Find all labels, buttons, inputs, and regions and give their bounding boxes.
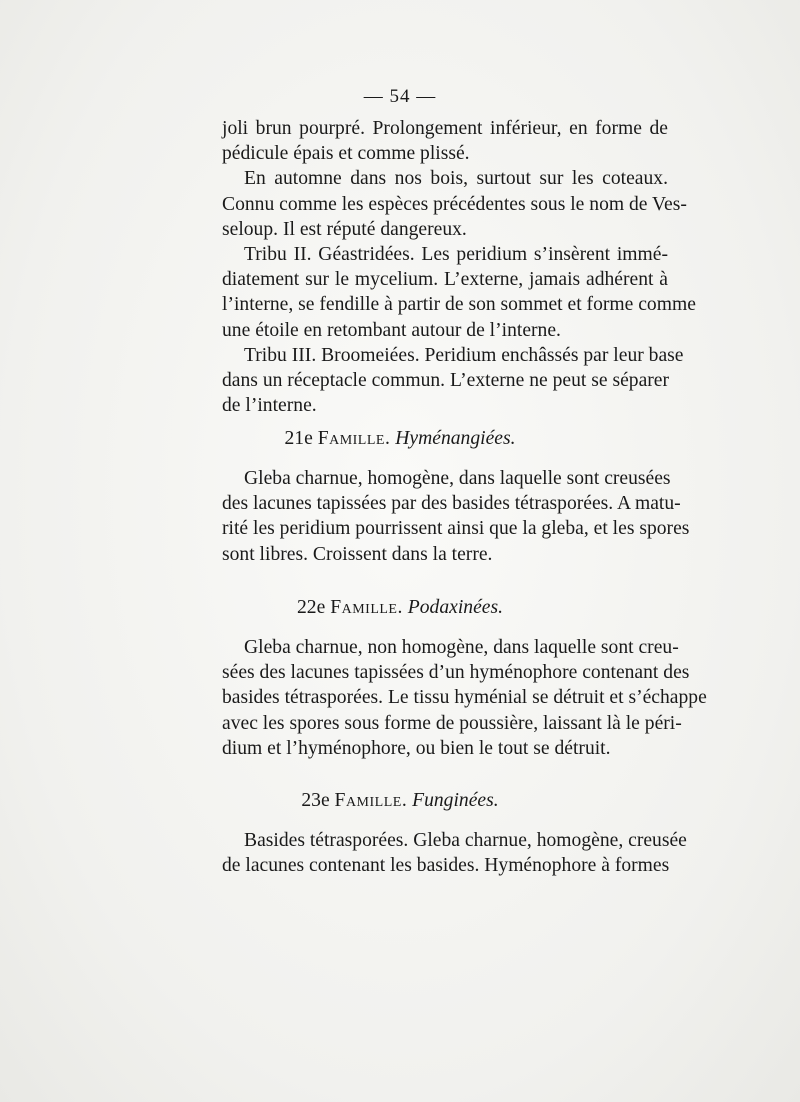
paragraph-block-3 bbox=[222, 635, 707, 761]
text-line: dium et l’hyménophore, ou bien le tout se détruit. bbox=[222, 737, 611, 759]
text-line: En automne dans nos bois, surtout sur les coteaux. bbox=[244, 168, 668, 190]
page-number: — 54 — bbox=[363, 86, 437, 107]
family-label: Famille. bbox=[317, 428, 391, 449]
family-heading-22 bbox=[0, 597, 800, 619]
family-label: Famille. bbox=[330, 597, 403, 618]
paragraph-block-2 bbox=[222, 466, 690, 567]
text-line: sées des lacunes tapissées d’un hyménophore contenant des bbox=[222, 662, 690, 684]
text-line: diatement sur le mycelium. L’externe, jamais adhérent à bbox=[222, 269, 668, 291]
text-line: une étoile en retombant autour de l’interne. bbox=[222, 319, 561, 341]
text-line: joli brun pourpré. Prolongement inférieur, en forme de bbox=[222, 118, 668, 139]
family-heading-23 bbox=[0, 790, 800, 812]
text-line: des lacunes tapissées par des basides tétrasporées. A matu- bbox=[222, 493, 681, 515]
family-name: Hyménangiées. bbox=[395, 428, 516, 449]
paragraph-block-4 bbox=[222, 828, 687, 878]
text-line: de lacunes contenant les basides. Hyménophore à formes bbox=[222, 855, 670, 877]
text-line: Gleba charnue, homogène, dans laquelle sont creusées bbox=[244, 468, 671, 489]
family-name: Funginées. bbox=[412, 790, 499, 811]
text-line: Basides tétrasporées. Gleba charnue, homogène, creusée bbox=[244, 830, 687, 851]
text-line: Connu comme les espèces précédentes sous le nom de Ves- bbox=[222, 193, 687, 215]
family-name: Podaxinées. bbox=[407, 597, 503, 618]
text-line: l’interne, se fendille à partir de son sommet et forme comme bbox=[222, 294, 696, 316]
family-number: 23e bbox=[301, 790, 330, 811]
family-number: 21e bbox=[284, 428, 313, 449]
text-line: de l’interne. bbox=[222, 395, 317, 417]
text-line: dans un réceptacle commun. L’externe ne peut se séparer bbox=[222, 370, 670, 392]
text-line: sont libres. Croissent dans la terre. bbox=[222, 543, 493, 565]
text-line: Gleba charnue, non homogène, dans laquelle sont creu- bbox=[244, 637, 679, 658]
paragraph-block-1 bbox=[222, 116, 696, 418]
family-heading-21 bbox=[0, 428, 800, 450]
text-line: seloup. Il est réputé dangereux. bbox=[222, 218, 467, 240]
family-number: 22e bbox=[297, 597, 326, 618]
text-line: basides tétrasporées. Le tissu hyménial se détruit et s’échappe bbox=[222, 687, 707, 709]
text-line: Tribu II. Géastridées. Les peridium s’insèrent immé- bbox=[244, 244, 668, 266]
text-line: Tribu III. Broomeiées. Peridium enchâssés par leur base bbox=[244, 344, 684, 366]
text-line: avec les spores sous forme de poussière, laissant là le péri- bbox=[222, 712, 682, 734]
family-label: Famille. bbox=[334, 790, 408, 811]
text-line: pédicule épais et comme plissé. bbox=[222, 143, 470, 165]
text-line: rité les peridium pourrissent ainsi que la gleba, et les spores bbox=[222, 518, 690, 540]
